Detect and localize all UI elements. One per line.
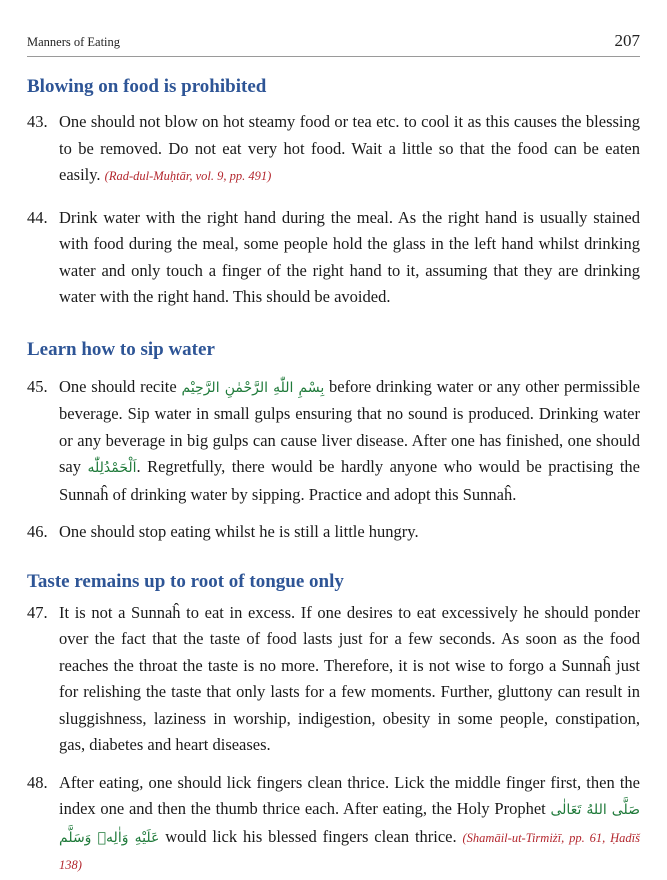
item-number: 47. bbox=[27, 602, 48, 622]
page-number: 207 bbox=[614, 31, 640, 50]
item-number: 45. bbox=[27, 376, 48, 396]
item-number: 48. bbox=[27, 772, 48, 792]
arabic-phrase: صَلَّى اللهُ تَعَالٰى عَلَيْهِ وَاٰلِهٖ وَسَلَّم bbox=[59, 802, 640, 846]
reference-citation: (Rad-dul-Muḥtār, vol. 9, pp. 491) bbox=[104, 169, 272, 183]
item-text: . Regretfully, there would be hardly anyone who would be practising the Sunnaĥ of drinking water by sipping. Practice and adopt this Sunnaĥ. bbox=[59, 457, 640, 504]
running-title: Manners of Eating bbox=[27, 35, 121, 49]
list-item bbox=[27, 374, 640, 509]
item-text: One should recite bbox=[59, 376, 177, 396]
item-text: Drink water with the right hand during the meal. As the right hand is usually stained with food during the meal, some people hold the glass in the left hand whilst drinking water and only touch a finger of the right hand to it, assuming that they are drinking water with the right hand. This should be avoided. bbox=[59, 207, 640, 306]
page-body bbox=[27, 74, 640, 879]
section-heading: Blowing on food is prohibited bbox=[27, 76, 267, 97]
list-item bbox=[27, 600, 640, 759]
list-item bbox=[27, 519, 640, 546]
item-number: 46. bbox=[27, 522, 48, 541]
section-heading: Learn how to sip water bbox=[27, 338, 215, 360]
arabic-phrase: اَلْحَمْدُلِلّٰه bbox=[87, 460, 137, 476]
list-item bbox=[27, 770, 640, 879]
item-text: before drinking water or any other permissible beverage. Sip water in small gulps ensuring that no sound is produced. Drinking water or any beverage in big gulps can cause liver disease. After one has finished, one should say bbox=[59, 376, 641, 476]
item-text: After eating, one should lick fingers clean thrice. Lick the middle finger first, then the index one and then the thumb thrice each. After eating, the Holy Prophet bbox=[59, 772, 640, 818]
item-number: 43. bbox=[27, 112, 48, 131]
page-header bbox=[27, 28, 640, 57]
item-number: 44. bbox=[27, 207, 48, 227]
item-text: One should not blow on hot steamy food or tea etc. to cool it as this causes the blessing to be removed. Do not eat very hot food. Wait a little so that the food can be eaten easily. bbox=[59, 112, 640, 184]
reference-citation: (Shamāil-ut-Tirmiżī, pp. 61, Ḥadīš 138) bbox=[59, 830, 640, 872]
list-item bbox=[27, 205, 640, 311]
section-heading: Taste remains up to root of tongue only bbox=[27, 570, 344, 592]
list-item bbox=[27, 109, 640, 190]
item-text: would lick his blessed fingers clean thrice. bbox=[165, 826, 457, 846]
item-text: It is not a Sunnaĥ to eat in excess. If one desires to eat excessively he should ponder over the fact that the taste of food lasts just for a few seconds. As soon as the food reaches the throat the taste is no more. Therefore, it is not wise to forgo a Sunnaĥ just for relishing the taste that only lasts for a few moments. Further, gluttony can result in sluggishness, laziness in worship, indigestion, obesity in some people, constipation, gas, diabetes and heart diseases. bbox=[59, 602, 640, 754]
arabic-phrase: بِسْمِ اللّٰهِ الرَّحْمٰنِ الرَّحِيْم bbox=[181, 379, 325, 396]
item-text: One should stop eating whilst he is still a little hungry. bbox=[59, 522, 419, 541]
